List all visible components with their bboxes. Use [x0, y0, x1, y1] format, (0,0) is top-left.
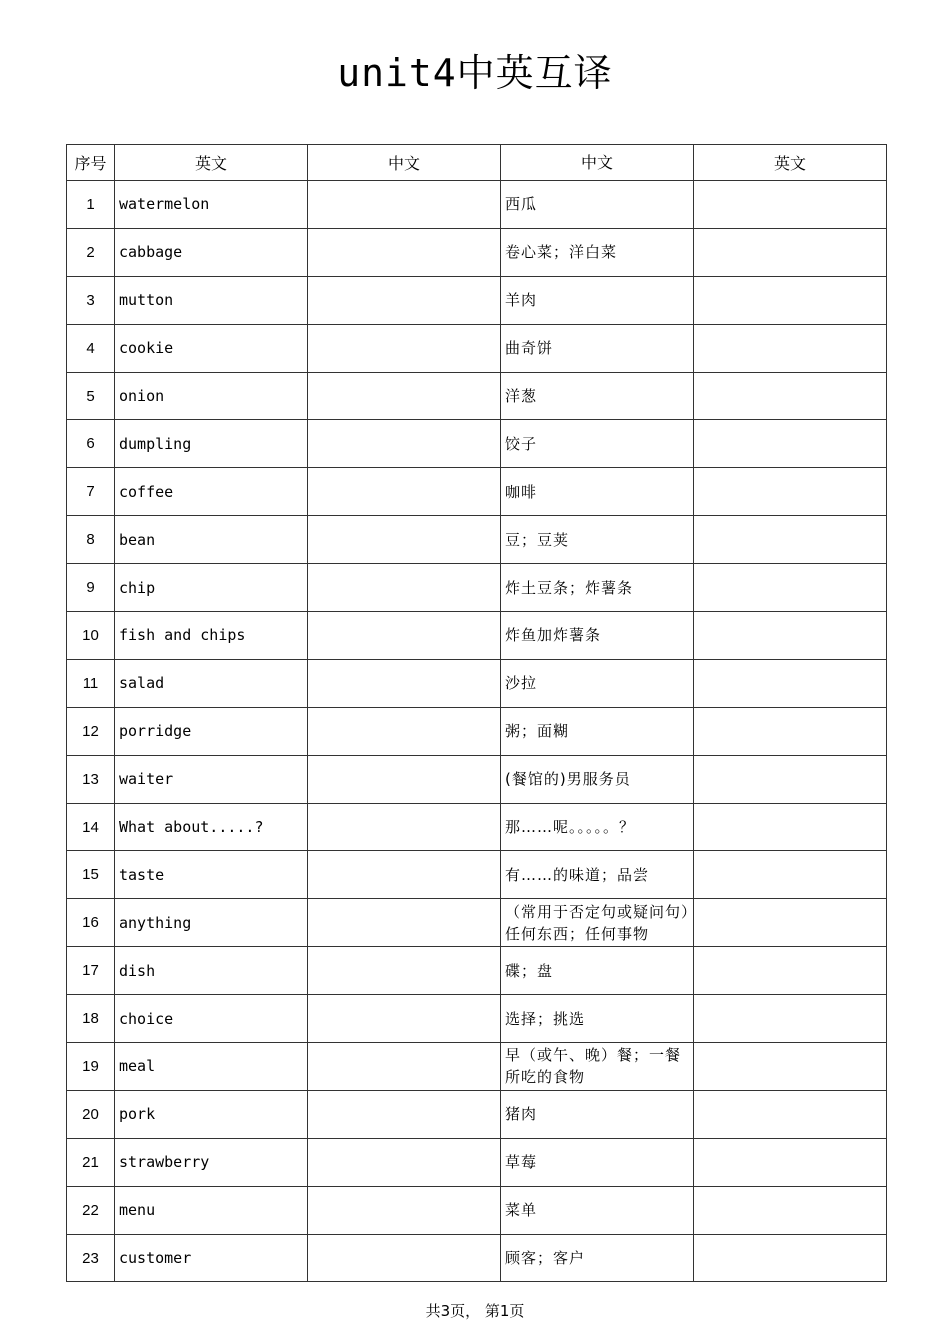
chinese-answer-cell[interactable] [308, 468, 501, 516]
chinese-answer-cell[interactable] [308, 995, 501, 1043]
chinese-answer-cell[interactable] [308, 516, 501, 564]
english-answer-cell[interactable] [694, 659, 887, 707]
header-english-blank: 英文 [694, 145, 887, 181]
table-row [67, 612, 887, 660]
row-number: 23 [67, 1234, 115, 1282]
english-answer-cell[interactable] [694, 947, 887, 995]
chinese-meaning: 草莓 [501, 1138, 694, 1186]
row-number: 10 [67, 612, 115, 660]
english-word: taste [115, 851, 308, 899]
header-chinese-blank: 中文 [308, 145, 501, 181]
table-row [67, 468, 887, 516]
english-answer-cell[interactable] [694, 372, 887, 420]
row-number: 15 [67, 851, 115, 899]
english-answer-cell[interactable] [694, 755, 887, 803]
table-row [67, 803, 887, 851]
row-number: 13 [67, 755, 115, 803]
english-word: strawberry [115, 1138, 308, 1186]
chinese-meaning: 早（或午、晚）餐；一餐所吃的食物 [501, 1043, 694, 1091]
header-number: 序号 [67, 145, 115, 181]
table-row [67, 1138, 887, 1186]
chinese-answer-cell[interactable] [308, 851, 501, 899]
table-row [67, 1186, 887, 1234]
chinese-meaning: 豆；豆荚 [501, 516, 694, 564]
chinese-meaning: （常用于否定句或疑问句）任何东西；任何事物 [501, 899, 694, 947]
english-answer-cell[interactable] [694, 276, 887, 324]
chinese-meaning: 咖啡 [501, 468, 694, 516]
english-word: customer [115, 1234, 308, 1282]
chinese-answer-cell[interactable] [308, 899, 501, 947]
chinese-meaning: 曲奇饼 [501, 324, 694, 372]
chinese-meaning: 选择；挑选 [501, 995, 694, 1043]
row-number: 12 [67, 707, 115, 755]
english-word: fish and chips [115, 612, 308, 660]
english-answer-cell[interactable] [694, 1186, 887, 1234]
chinese-answer-cell[interactable] [308, 420, 501, 468]
chinese-meaning: 粥；面糊 [501, 707, 694, 755]
chinese-answer-cell[interactable] [308, 947, 501, 995]
table-row [67, 1043, 887, 1091]
chinese-meaning: 饺子 [501, 420, 694, 468]
row-number: 22 [67, 1186, 115, 1234]
table-row [67, 1234, 887, 1282]
english-word: dish [115, 947, 308, 995]
english-word: cookie [115, 324, 308, 372]
english-word: choice [115, 995, 308, 1043]
english-answer-cell[interactable] [694, 324, 887, 372]
english-word: pork [115, 1090, 308, 1138]
english-word: salad [115, 659, 308, 707]
english-answer-cell[interactable] [694, 612, 887, 660]
english-answer-cell[interactable] [694, 468, 887, 516]
table-row [67, 181, 887, 229]
chinese-answer-cell[interactable] [308, 372, 501, 420]
document-title: unit4中英互译 [337, 51, 613, 95]
row-number: 3 [67, 276, 115, 324]
row-number: 1 [67, 181, 115, 229]
table-row [67, 899, 887, 947]
row-number: 16 [67, 899, 115, 947]
english-word: porridge [115, 707, 308, 755]
chinese-meaning: 卷心菜；洋白菜 [501, 228, 694, 276]
row-number: 2 [67, 228, 115, 276]
chinese-answer-cell[interactable] [308, 707, 501, 755]
row-number: 20 [67, 1090, 115, 1138]
english-word: watermelon [115, 181, 308, 229]
english-answer-cell[interactable] [694, 1090, 887, 1138]
chinese-meaning: 顾客；客户 [501, 1234, 694, 1282]
table-row [67, 851, 887, 899]
row-number: 9 [67, 564, 115, 612]
english-word: chip [115, 564, 308, 612]
chinese-answer-cell[interactable] [308, 228, 501, 276]
chinese-meaning: 有……的味道；品尝 [501, 851, 694, 899]
english-answer-cell[interactable] [694, 1138, 887, 1186]
chinese-meaning: 羊肉 [501, 276, 694, 324]
row-number: 17 [67, 947, 115, 995]
english-word: mutton [115, 276, 308, 324]
english-word: waiter [115, 755, 308, 803]
english-answer-cell[interactable] [694, 851, 887, 899]
row-number: 6 [67, 420, 115, 468]
row-number: 14 [67, 803, 115, 851]
chinese-answer-cell[interactable] [308, 1043, 501, 1091]
header-english: 英文 [115, 145, 308, 181]
chinese-meaning: 炸土豆条；炸薯条 [501, 564, 694, 612]
english-answer-cell[interactable] [694, 899, 887, 947]
chinese-meaning: (餐馆的)男服务员 [501, 755, 694, 803]
chinese-meaning: 碟；盘 [501, 947, 694, 995]
chinese-answer-cell[interactable] [308, 276, 501, 324]
table-row [67, 276, 887, 324]
chinese-answer-cell[interactable] [308, 755, 501, 803]
english-word: menu [115, 1186, 308, 1234]
table-row [67, 995, 887, 1043]
row-number: 19 [67, 1043, 115, 1091]
chinese-answer-cell[interactable] [308, 659, 501, 707]
english-answer-cell[interactable] [694, 1043, 887, 1091]
row-number: 21 [67, 1138, 115, 1186]
chinese-answer-cell[interactable] [308, 181, 501, 229]
row-number: 11 [67, 659, 115, 707]
table-row [67, 420, 887, 468]
english-word: bean [115, 516, 308, 564]
table-row [67, 228, 887, 276]
chinese-meaning: 猪肉 [501, 1090, 694, 1138]
english-answer-cell[interactable] [694, 707, 887, 755]
english-word: anything [115, 899, 308, 947]
chinese-answer-cell[interactable] [308, 612, 501, 660]
chinese-answer-cell[interactable] [308, 1090, 501, 1138]
table-row [67, 755, 887, 803]
table-header-row [67, 145, 887, 181]
english-word: meal [115, 1043, 308, 1091]
english-answer-cell[interactable] [694, 995, 887, 1043]
row-number: 18 [67, 995, 115, 1043]
english-word: onion [115, 372, 308, 420]
chinese-meaning: 西瓜 [501, 181, 694, 229]
table-row [67, 324, 887, 372]
table-row [67, 1090, 887, 1138]
vocabulary-table [66, 144, 887, 1282]
english-answer-cell[interactable] [694, 516, 887, 564]
english-answer-cell[interactable] [694, 181, 887, 229]
english-word: cabbage [115, 228, 308, 276]
english-word: dumpling [115, 420, 308, 468]
header-chinese: 中文 [501, 145, 694, 181]
chinese-answer-cell[interactable] [308, 1186, 501, 1234]
english-answer-cell[interactable] [694, 420, 887, 468]
row-number: 7 [67, 468, 115, 516]
chinese-answer-cell[interactable] [308, 324, 501, 372]
chinese-meaning: 沙拉 [501, 659, 694, 707]
table-row [67, 659, 887, 707]
english-answer-cell[interactable] [694, 803, 887, 851]
chinese-answer-cell[interactable] [308, 1138, 501, 1186]
english-word: coffee [115, 468, 308, 516]
chinese-meaning: 那……呢。。。。。？ [501, 803, 694, 851]
chinese-answer-cell[interactable] [308, 803, 501, 851]
english-answer-cell[interactable] [694, 1234, 887, 1282]
page-footer: 共3页， 第1页 [425, 1302, 525, 1320]
row-number: 8 [67, 516, 115, 564]
row-number: 4 [67, 324, 115, 372]
english-word: What about.....? [115, 803, 308, 851]
english-answer-cell[interactable] [694, 564, 887, 612]
chinese-meaning: 菜单 [501, 1186, 694, 1234]
table-row [67, 372, 887, 420]
chinese-meaning: 洋葱 [501, 372, 694, 420]
row-number: 5 [67, 372, 115, 420]
table-row [67, 707, 887, 755]
chinese-meaning: 炸鱼加炸薯条 [501, 612, 694, 660]
chinese-answer-cell[interactable] [308, 564, 501, 612]
chinese-answer-cell[interactable] [308, 1234, 501, 1282]
table-row [67, 516, 887, 564]
table-row [67, 947, 887, 995]
table-row [67, 564, 887, 612]
english-answer-cell[interactable] [694, 228, 887, 276]
